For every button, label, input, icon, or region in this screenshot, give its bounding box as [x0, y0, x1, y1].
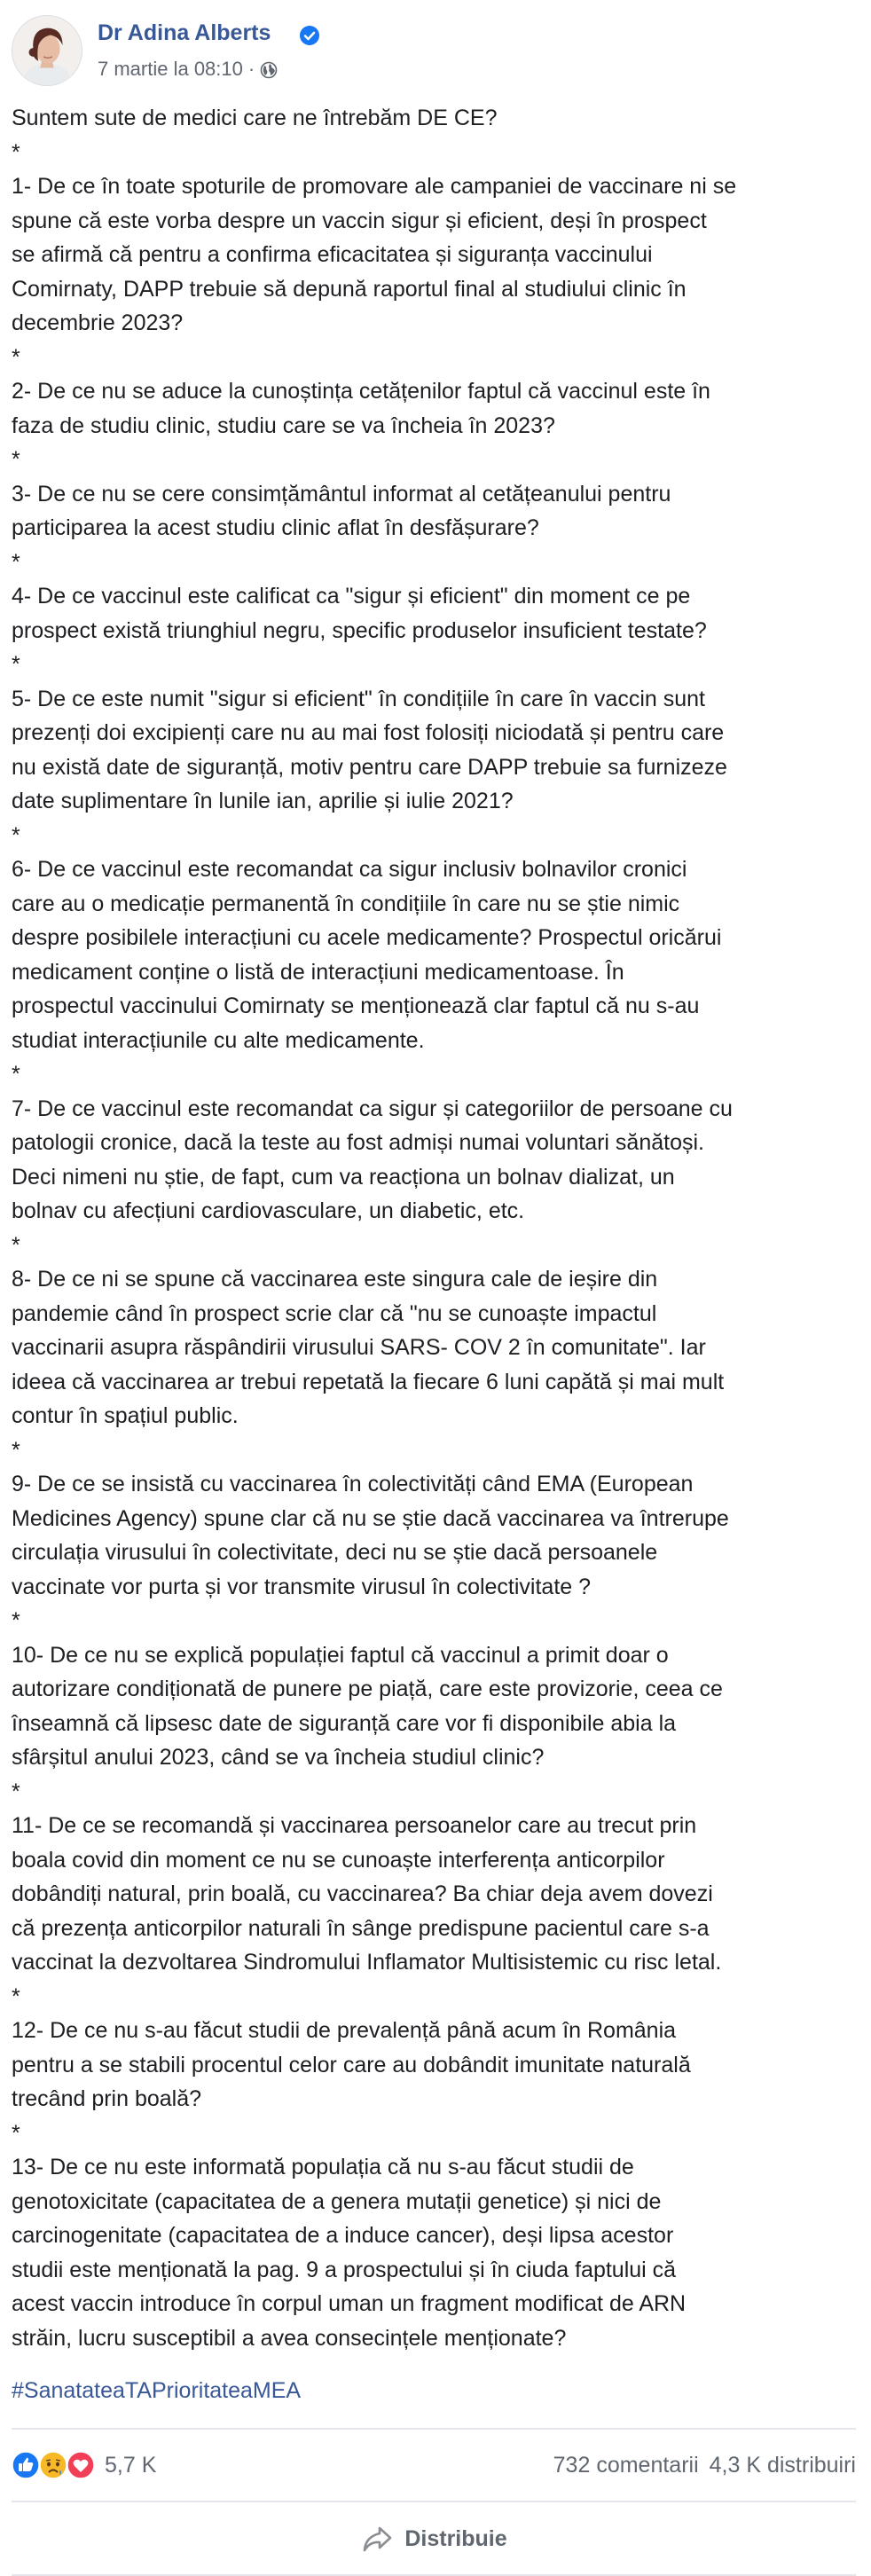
post-paragraph: [12, 101, 863, 169]
separator-asterisk: *: [12, 1608, 20, 1633]
paragraph-line: boala covid din moment ce nu se cunoaște interferența anticorpilor: [12, 1847, 665, 1873]
paragraph-line: patologii cronice, dacă la teste au fost admiși numai voluntari sănătoși.: [12, 1130, 704, 1155]
post-stats: [553, 2449, 856, 2481]
paragraph-line: ideea că vaccinarea ar trebui repetată la fiecare 6 luni capătă și mai mult: [12, 1369, 725, 1394]
post-paragraph: [12, 2150, 863, 2355]
paragraph-line: carcinogenitate (capacitatea de a induce cancer), deși lipsa acestor: [12, 2223, 674, 2248]
paragraph-line: vaccinate vor purta și vor transmite virusul în colectivitate ?: [12, 1574, 592, 1599]
paragraph-line: prospectul vaccinului Comirnaty se menționează clar faptul că nu s-au: [12, 993, 700, 1018]
paragraph-line: 2- De ce nu se aduce la cunoștința cetățenilor faptul că vaccinul este în: [12, 379, 710, 404]
separator-asterisk: *: [12, 139, 20, 165]
paragraph-line: sfârșitul anului 2023, când se va încheia studiul clinic?: [12, 1745, 545, 1770]
post-timestamp[interactable]: 7 martie la 08:10: [98, 58, 243, 80]
paragraph-line: Suntem sute de medici care ne întrebăm DE CE?: [12, 106, 498, 130]
reaction-count[interactable]: 5,7 K: [105, 2453, 157, 2478]
paragraph-line: 6- De ce vaccinul este recomandat ca sigur inclusiv bolnavilor cronici: [12, 857, 687, 882]
post-paragraph: [12, 579, 863, 682]
share-button[interactable]: [12, 2503, 856, 2574]
paragraph-line: date suplimentare în lunile ian, aprilie și iulie 2021?: [12, 789, 514, 813]
divider: [12, 2501, 856, 2502]
paragraph-line: 1- De ce în toate spoturile de promovare ale campaniei de vaccinare ni se: [12, 174, 737, 199]
paragraph-line: 12- De ce nu s-au făcut studii de prevalență până acum în România: [12, 2018, 677, 2043]
paragraph-line: studiat interacțiunile cu alte medicamente.: [12, 1027, 425, 1053]
love-reaction-icon: [67, 2451, 95, 2479]
post-paragraph: [12, 852, 863, 1092]
paragraph-line: Comirnaty, DAPP trebuie să depună raportul final al studiului clinic în: [12, 276, 687, 302]
post-paragraph: [12, 2014, 863, 2150]
separator-asterisk: *: [12, 1062, 20, 1087]
paragraph-line: care au o medicație permanentă în condițiile în care nu se știe nimic: [12, 891, 680, 916]
paragraph-line: că prezența anticorpilor naturali în sânge predispune pacientul care s-a: [12, 1915, 710, 1941]
paragraph-line: dobândiți natural, prin boală, cu vaccinarea? Ba chiar deja avem dovezi: [12, 1881, 713, 1906]
paragraph-line: faza de studiu clinic, studiu care se va încheia în 2023?: [12, 412, 555, 438]
reaction-icons[interactable]: [12, 2451, 94, 2479]
paragraph-line: 8- De ce ni se spune că vaccinarea este singura cale de ieșire din: [12, 1267, 658, 1292]
paragraph-line: 7- De ce vaccinul este recomandat ca sigur și categoriilor de persoane cu: [12, 1096, 733, 1121]
hashtag-link[interactable]: #SanatateaTAPrioritateaMEA: [12, 2378, 302, 2403]
separator-asterisk: *: [12, 822, 20, 848]
paragraph-line: Medicines Agency) spune clar că nu se știe dacă vaccinarea va întrerupe: [12, 1505, 729, 1531]
paragraph-line: 13- De ce nu este informată populația că nu s-au făcut studii de: [12, 2155, 634, 2179]
sad-reaction-icon: [39, 2451, 67, 2479]
post-paragraph: [12, 477, 863, 580]
paragraph-line: medicament conține o listă de interacțiuni medicamentoase. În: [12, 959, 624, 985]
separator-asterisk: *: [12, 1983, 20, 2009]
share-arrow-icon: [360, 2524, 394, 2554]
paragraph-line: pandemie când în prospect scrie clar că "nu se cunoaște impactul: [12, 1300, 657, 1326]
post-paragraph: [12, 1262, 863, 1467]
post-paragraph: [12, 169, 863, 374]
paragraph-line: decembrie 2023?: [12, 310, 184, 335]
paragraph-line: trecând prin boală?: [12, 2086, 202, 2111]
post-paragraph: [12, 374, 863, 477]
paragraph-line: 10- De ce nu se explică populației faptul că vaccinul a primit doar o: [12, 1642, 669, 1668]
separator-asterisk: *: [12, 447, 20, 472]
like-reaction-icon: [12, 2451, 40, 2479]
paragraph-line: se afirmă că pentru a confirma eficacitatea și siguranța vaccinului: [12, 242, 653, 267]
paragraph-line: prezenți doi excipienți care nu au mai fost folosiți niciodată și pentru care: [12, 720, 725, 745]
post-header: [0, 0, 871, 98]
paragraph-line: Deci nimeni nu știe, de fapt, cum va reacționa un bolnav dializat, un: [12, 1164, 675, 1190]
avatar-portrait-icon: [12, 16, 82, 85]
post-paragraph: [12, 1638, 863, 1810]
paragraph-line: 4- De ce vaccinul este calificat ca "sigur și eficient" din moment ce pe: [12, 584, 691, 609]
paragraph-line: vaccinat la dezvoltarea Sindromului Inflamator Multisistemic cu risc letal.: [12, 1950, 722, 1975]
paragraph-line: circulația virusului în colectivitate, deci nu se știe dacă persoanele: [12, 1540, 658, 1565]
paragraph-line: străin, lucru susceptibil a avea consecințele menționate?: [12, 2325, 567, 2351]
share-label: Distribuie: [404, 2525, 507, 2551]
paragraph-line: genotoxicitate (capacitatea de a genera mutații genetice) și nici de: [12, 2188, 662, 2214]
paragraph-line: vaccinarii asupra răspândirii virusului SARS- COV 2 în comunitate". Iar: [12, 1335, 706, 1360]
paragraph-line: nu există date de siguranță, motiv pentru care DAPP trebuie sa furnizeze: [12, 754, 727, 780]
post-paragraph: [12, 1809, 863, 2014]
globe-icon[interactable]: [260, 60, 278, 78]
paragraph-line: participarea la acest studiu clinic aflat în desfășurare?: [12, 515, 539, 540]
paragraph-line: prospect există triunghiul negru, specific produselor insuficient testate?: [12, 617, 707, 643]
comments-count[interactable]: 732 comentarii: [553, 2453, 699, 2478]
author-avatar[interactable]: [12, 15, 82, 86]
separator-asterisk: *: [12, 549, 20, 575]
post-body: [12, 101, 863, 2355]
author-name[interactable]: Dr Adina Alberts: [98, 20, 271, 45]
separator-asterisk: *: [12, 2120, 20, 2146]
paragraph-line: studii este menționată la pag. 9 a prospectului și în ciuda faptului că: [12, 2257, 677, 2282]
paragraph-line: înseamnă că lipsesc date de siguranță care vor fi disponibile abia la: [12, 1710, 677, 1736]
separator-asterisk: *: [12, 1779, 20, 1804]
paragraph-line: acest vaccin introduce în corpul uman un fragment modificat de ARN: [12, 2291, 687, 2316]
paragraph-line: despre posibilele interacțiuni cu acele medicamente? Prospectul oricărui: [12, 925, 722, 950]
separator-asterisk: *: [12, 1437, 20, 1463]
divider: [12, 2428, 856, 2430]
separator-asterisk: *: [12, 1232, 20, 1258]
paragraph-line: 5- De ce este numit "sigur si eficient" în condițiile în care în vaccin sunt: [12, 686, 705, 711]
post-paragraph: [12, 1467, 863, 1638]
paragraph-line: bolnav cu afecțiuni cardiovasculare, un diabetic, etc.: [12, 1198, 525, 1223]
paragraph-line: contur în spațiul public.: [12, 1403, 239, 1428]
verified-badge-icon: [299, 25, 320, 46]
paragraph-line: 9- De ce se insistă cu vaccinarea în colectivități când EMA (European: [12, 1472, 694, 1496]
paragraph-line: 11- De ce se recomandă și vaccinarea persoanelor care au trecut prin: [12, 1813, 697, 1838]
meta-separator: ·: [247, 58, 255, 80]
shares-count[interactable]: 4,3 K distribuiri: [709, 2453, 856, 2478]
separator-asterisk: *: [12, 652, 20, 677]
paragraph-line: pentru a se stabili procentul celor care au dobândit imunitate naturală: [12, 2052, 691, 2077]
post-paragraph: [12, 1092, 863, 1263]
paragraph-line: spune că este vorba despre un vaccin sigur și eficient, deși în prospect: [12, 208, 707, 233]
engagement-bar: [12, 2431, 856, 2501]
paragraph-line: autorizare condiționată de punere pe piață, care este provizorie, ceea ce: [12, 1677, 723, 1701]
separator-asterisk: *: [12, 344, 20, 370]
paragraph-line: 3- De ce nu se cere consimțământul informat al cetățeanului pentru: [12, 481, 671, 507]
post-meta: [98, 57, 278, 82]
post-paragraph: [12, 682, 863, 853]
